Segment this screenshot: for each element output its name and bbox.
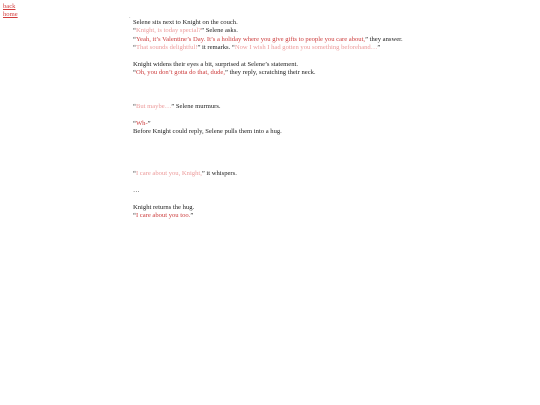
knight-quote: Wh- (135, 119, 148, 127)
dialogue-line (133, 170, 409, 178)
selene-quote: Now I wish I had gotten you something beforehand… (234, 44, 378, 52)
selene-quote: But maybe… (135, 103, 172, 111)
knight-quote: Oh, you don’t gotta do that, dude, (135, 69, 226, 77)
quote-open: “ (133, 119, 136, 127)
dialogue-tag: ” it whispers. (201, 170, 237, 178)
dialogue-line (133, 27, 409, 35)
dialogue-tag: ” it remarks. “ (197, 44, 235, 52)
dialogue-tag: ” Selene asks. (201, 27, 238, 35)
back-link[interactable]: back (3, 3, 16, 10)
selene-quote: Knight, is today special? (135, 27, 202, 35)
dialogue-tag: ” Selene murmurs. (171, 103, 221, 111)
narration-line: Knight widens their eyes a bit, surprised at Selene’s statement. (133, 61, 298, 69)
narration-line: Knight returns the hug. (133, 203, 195, 211)
quote-open: “ (133, 212, 136, 220)
selene-quote: That sounds delightful! (135, 44, 198, 52)
dialogue-line (133, 120, 409, 128)
quote-close: ” (377, 44, 381, 52)
quote-open: “ (133, 35, 136, 43)
dialogue-line (133, 36, 409, 44)
dialogue-tag: ” they reply, scratching their neck. (225, 69, 316, 77)
quote-open: “ (133, 44, 136, 52)
dialogue-line (133, 44, 409, 52)
dialogue-line (133, 69, 409, 77)
nav-links (3, 3, 18, 20)
home-link[interactable]: home (3, 11, 18, 19)
dialogue-line (133, 212, 409, 220)
quote-close: ” (147, 119, 151, 127)
knight-quote: I care about you too. (135, 212, 191, 220)
quote-open: “ (133, 27, 136, 35)
dot-marker: · (129, 16, 131, 21)
quote-close: ” (190, 212, 194, 220)
narration-line: Selene sits next to Knight on the couch. (133, 19, 238, 26)
knight-quote: Yeah, it’s Valentine’s Day. It’s a holiday where you give gifts to people you care about, (135, 35, 366, 43)
quote-open: “ (133, 103, 136, 111)
dialogue-line (133, 103, 409, 111)
story-text (133, 19, 409, 221)
selene-quote: I care about you, Knight, (135, 170, 202, 178)
ellipsis-line: … (133, 187, 140, 195)
dialogue-tag: ” they answer. (365, 35, 403, 43)
narration-line: Before Knight could reply, Selene pulls them into a hug. (133, 128, 282, 136)
quote-open: “ (133, 170, 136, 178)
quote-open: “ (133, 69, 136, 77)
